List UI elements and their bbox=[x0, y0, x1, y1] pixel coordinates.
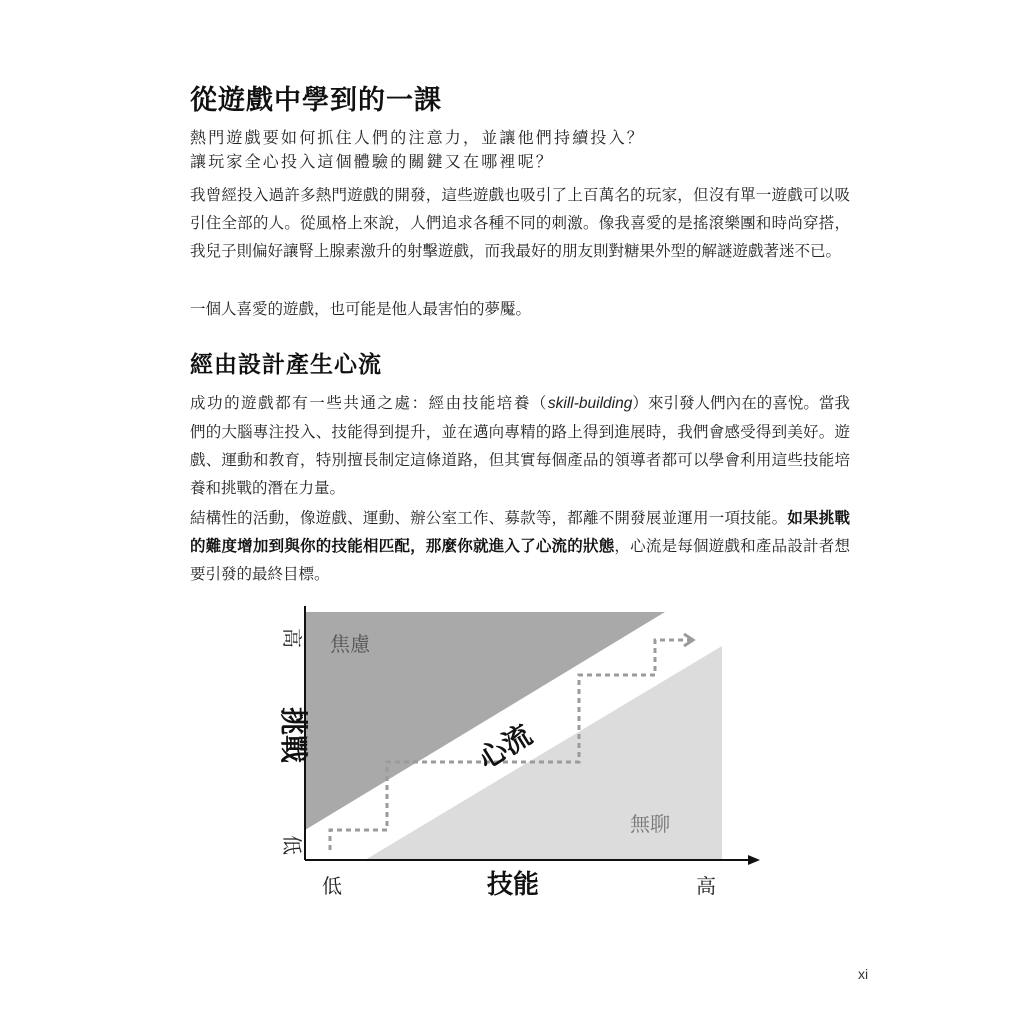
flow-label: 心流 bbox=[472, 718, 538, 776]
paragraph-flow-intro: 結構性的活動，像遊戲、運動、辦公室工作、募款等，都離不開發展並運用一項技能。 bbox=[190, 509, 788, 527]
section-heading: 從遊戲中學到的一課 bbox=[190, 85, 442, 116]
paragraph-nightmare: 一個人喜愛的遊戲，也可能是他人最害怕的夢魘。 bbox=[190, 300, 532, 318]
boredom-label: 無聊 bbox=[630, 812, 670, 836]
x-axis-arrow-icon bbox=[748, 855, 760, 865]
x-axis-label: 技能 bbox=[486, 870, 540, 900]
paragraph-games-experience: 我曾經投入過許多熱門遊戲的開發，這些遊戲也吸引了上百萬名的玩家，但沒有單一遊戲可以吸引住全部的人。從風格上來說，人們追求各種不同的刺激。像我喜愛的是搖滾樂團和時尚穿搭，我兒子則偏好讓腎上腺素激升的射擊遊戲，而我最好的朋友則對糖果外型的解謎遊戲著迷不已。 bbox=[190, 186, 850, 260]
lead-question-2: 讓玩家全心投入這個體驗的關鍵又在哪裡呢？ bbox=[190, 152, 555, 171]
y-high-label: 高 bbox=[280, 628, 304, 648]
lead-question-1: 熱門遊戲要如何抓住人們的注意力，並讓他們持續投入？ bbox=[190, 128, 646, 147]
y-axis-label: 挑戰 bbox=[277, 706, 310, 764]
paragraph-skill-building-body: ）來引發人們內在的喜悅。當我們的大腦專注投入、技能得到提升，並在邁向專精的路上得到進展時，我們會感受得到美好。遊戲、運動和教育，特別擅長制定這條道路，但其實每個產品的領導者都可以學會利用這些技能培養和挑戰的潛在力量。 bbox=[190, 394, 850, 497]
paragraph-flow-conclusion: ，心流是每個遊戲和產品設計者想要引發的最終目標。 bbox=[190, 537, 850, 583]
anxiety-label: 焦慮 bbox=[330, 632, 370, 656]
paragraph-skill-building-intro: 成功的遊戲都有一些共通之處：經由技能培養（ bbox=[190, 394, 548, 412]
x-low-label: 低 bbox=[322, 874, 342, 898]
paragraph-flow-emphasis: 如果挑戰的難度增加到與你的技能相匹配，那麼你就進入了心流的狀態 bbox=[190, 509, 850, 555]
y-low-label: 低 bbox=[280, 835, 304, 855]
term-skill-building: skill-building bbox=[547, 395, 633, 412]
x-high-label: 高 bbox=[696, 874, 716, 898]
page-number: xi bbox=[858, 966, 869, 982]
subsection-heading: 經由設計產生心流 bbox=[190, 351, 382, 378]
